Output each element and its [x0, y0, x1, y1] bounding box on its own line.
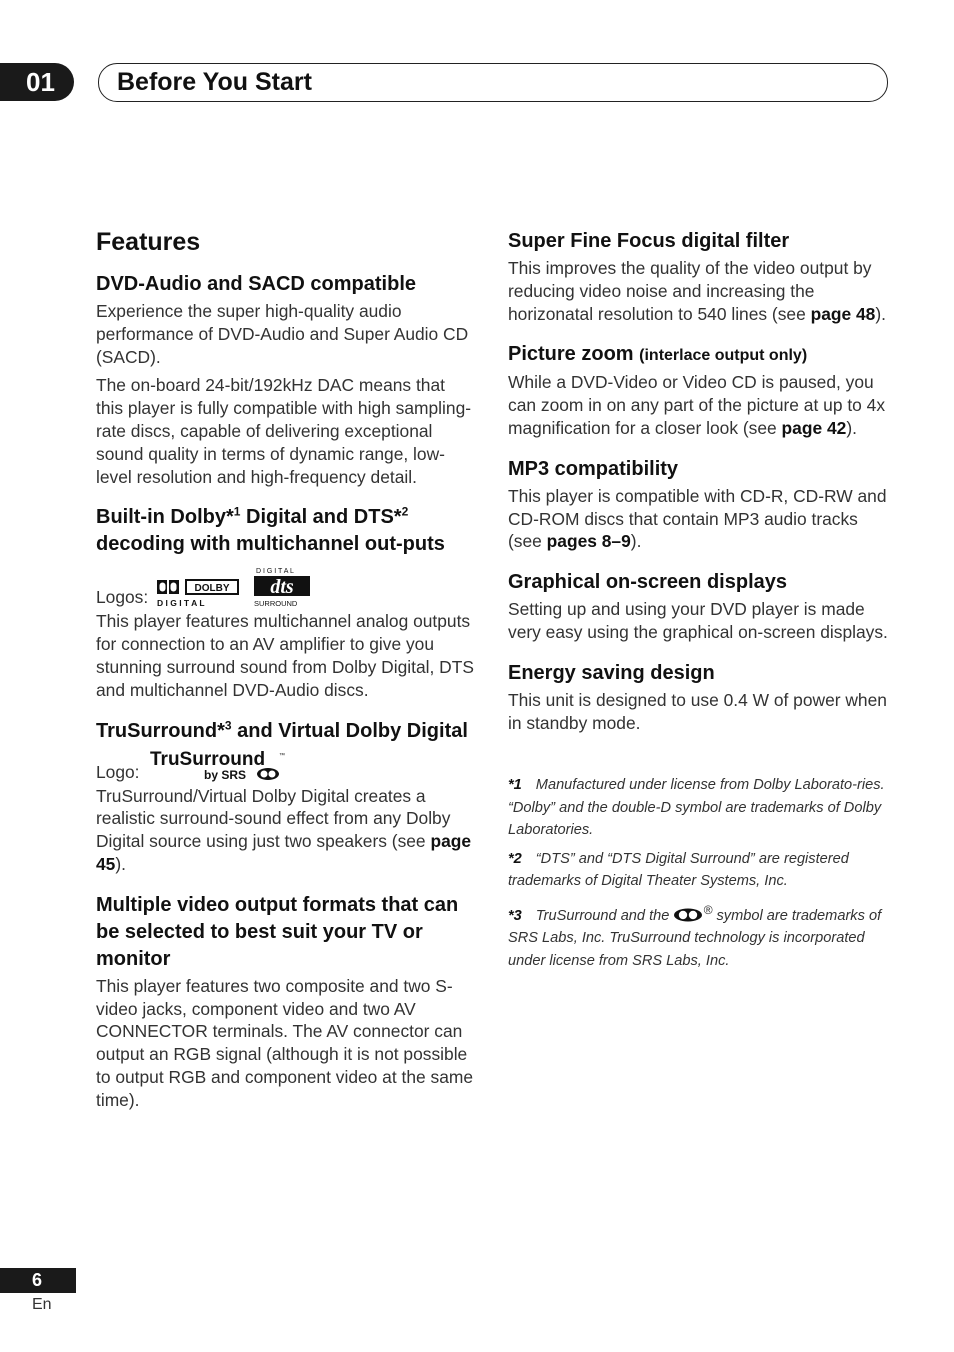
section-body — [96, 785, 476, 876]
body-text: ). — [115, 853, 126, 874]
page-number: 6 — [32, 1270, 43, 1290]
dts-digital-surround-logo — [254, 566, 316, 608]
section-title: Energy saving design — [508, 661, 715, 684]
title-part: decoding with multichannel out-puts — [96, 533, 445, 556]
footnote-mark: *1 — [508, 777, 522, 794]
body-text: This player is compatible with CD-R, CD-RW and CD-ROM discs that contain MP3 audio tracks (see — [508, 485, 887, 552]
logo-label: Logo: — [96, 761, 140, 782]
section-body: Setting up and using your DVD player is made very easy using the graphical on-screen displays. — [508, 599, 888, 642]
footnote-ref: 1 — [233, 504, 241, 519]
right-column — [508, 228, 892, 978]
section-video-output-formats — [96, 892, 476, 1112]
title-part: Built-in Dolby* — [96, 506, 234, 529]
section-title: Multiple video output formats that can be selected to best suit your TV or monitor — [96, 893, 459, 970]
section-title: Graphical on-screen displays — [508, 571, 787, 594]
srs-symbol-icon — [673, 908, 703, 922]
body-text: While a DVD-Video or Video CD is paused, you can zoom in on any part of the picture at up to 4x magnification for a closer look (see — [508, 372, 886, 438]
svg-text:dts: dts — [270, 576, 294, 599]
section-body: This player features two composite and two S-video jacks, component video and two AV CONNECTOR terminals. The AV connector can output an RGB signal (although it is not possible to output RGB and component video at the same time). — [96, 975, 474, 1110]
body-text: ). — [630, 531, 642, 552]
svg-text:DOLBY: DOLBY — [194, 583, 230, 595]
section-super-fine-focus — [508, 228, 892, 325]
section-body — [508, 371, 892, 439]
footnote-mark: *3 — [508, 907, 522, 924]
section-body: This unit is designed to use 0.4 W of power when in standby mode. — [508, 689, 887, 733]
registered-mark: ® — [703, 902, 713, 917]
section-title: MP3 compatibility — [508, 457, 679, 480]
body-text: ). — [846, 417, 857, 438]
section-mp3 — [508, 456, 892, 553]
title-part: TruSurround* — [96, 719, 225, 742]
logos-row — [96, 566, 476, 608]
svg-text:D I G I T A L: D I G I T A L — [157, 598, 205, 609]
page-reference: page 48 — [810, 303, 876, 324]
footnote-1 — [508, 774, 892, 842]
section-trusurround — [96, 718, 476, 876]
section-body: This player features multichannel analog outputs for connection to an AV amplifier to give you stunning surround sound from Dolby Digital, DTS and multichannel DVD-Audio discs. — [96, 611, 474, 700]
page-reference: page 45 — [96, 831, 472, 874]
trusurround-logo — [148, 749, 288, 783]
title-part: and Virtual Dolby Digital — [231, 719, 468, 742]
chapter-number-badge — [0, 63, 74, 101]
body-text: ). — [875, 303, 886, 324]
section-body — [508, 257, 892, 325]
footnote-text: TruSurround and the — [535, 907, 674, 924]
body-text: TruSurround/Virtual Dolby Digital creates a realistic surround-sound effect from any Dolby Digital source using just two speakers (see — [96, 785, 451, 852]
svg-text:™: ™ — [278, 752, 285, 759]
page-language: En — [32, 1296, 52, 1313]
page-reference: page 42 — [781, 417, 847, 438]
section-title — [96, 504, 476, 558]
footnote-text: Manufactured under license from Dolby Laborato-ries. “Dolby” and the double-D symbol are trademarks of Dolby Laboratories. — [508, 777, 885, 839]
chapter-title-box — [98, 63, 888, 102]
svg-text:D I G I T A L: D I G I T A L — [256, 568, 295, 576]
footnote-text: “DTS” and “DTS Digital Surround” are registered trademarks of Digital Theater Systems, Inc. — [508, 850, 849, 890]
svg-text:TruSurround: TruSurround — [149, 748, 265, 770]
section-energy-saving — [508, 660, 892, 735]
page-reference: pages 8–9 — [546, 531, 631, 552]
footnotes — [508, 774, 892, 972]
section-body — [508, 485, 892, 553]
page-number-badge — [0, 1268, 76, 1293]
footnote-3 — [508, 899, 892, 972]
logos-label: Logos: — [96, 587, 149, 608]
body-text: This improves the quality of the video output by reducing video noise and increasing the horizonatal resolution to 540 lines (see — [508, 258, 872, 324]
footnote-text: symbol are trademarks of SRS Labs, Inc. TruSurround technology is incorporated under license from SRS Labs, Inc. — [508, 907, 882, 969]
dolby-digital-logo — [156, 576, 240, 608]
chapter-number: 01 — [26, 67, 55, 97]
section-dolby-dts — [96, 504, 476, 701]
section-body: Experience the super high-quality audio performance of DVD-Audio and Super Audio CD (SACD). — [96, 301, 469, 367]
title-part: Picture zoom — [508, 343, 634, 366]
svg-text:SURROUND: SURROUND — [254, 599, 298, 609]
section-picture-zoom — [508, 341, 892, 439]
left-column — [96, 228, 476, 1128]
section-title: Super Fine Focus digital filter — [508, 230, 790, 252]
section-on-screen-displays — [508, 569, 892, 644]
svg-text:by SRS: by SRS — [203, 767, 246, 782]
footnote-ref: 2 — [401, 504, 409, 519]
section-title: DVD-Audio and SACD compatible — [96, 273, 417, 295]
section-title — [508, 341, 892, 369]
section-title — [96, 718, 476, 745]
footnote-2 — [508, 848, 892, 893]
title-qualifier: (interlace output only) — [639, 347, 808, 365]
footnote-mark: *2 — [508, 850, 522, 867]
logo-row — [96, 749, 476, 783]
chapter-title: Before You Start — [117, 68, 312, 96]
features-heading: Features — [96, 228, 201, 256]
section-dvd-audio-sacd — [96, 271, 476, 488]
title-part: Digital and DTS* — [240, 506, 402, 529]
footnote-ref: 3 — [224, 717, 232, 732]
section-body: The on-board 24-bit/192kHz DAC means that this player is fully compatible with high sampling-rate discs, capable of delivering exceptional sound quality in terms of dynamic range, low-level resolution and high-frequency detail. — [96, 375, 472, 487]
